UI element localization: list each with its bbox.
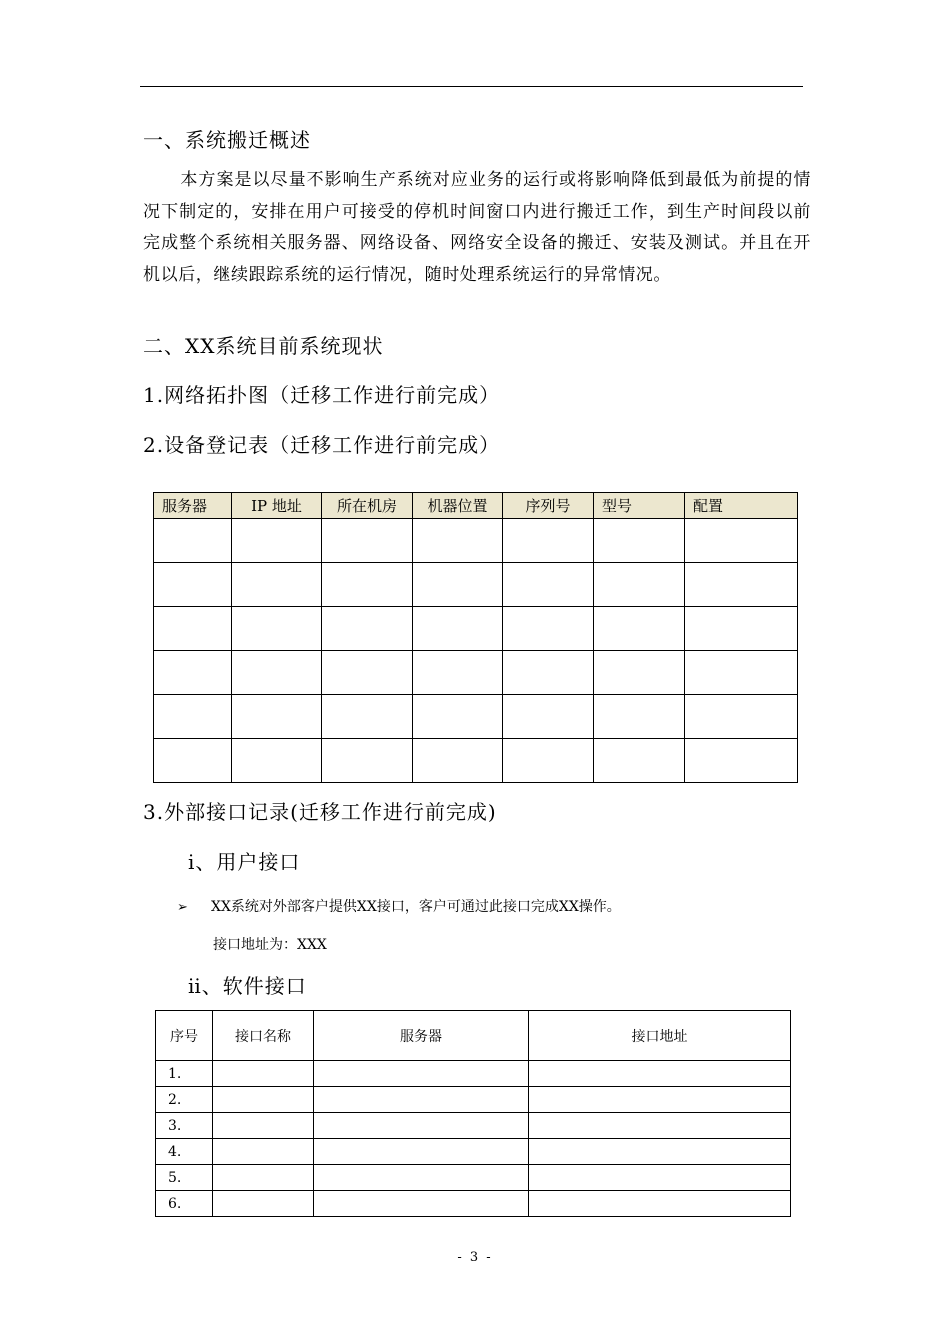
table-cell (154, 519, 232, 563)
table-cell (413, 519, 503, 563)
table-row (154, 607, 798, 651)
table-cell (685, 695, 798, 739)
table-cell (154, 739, 232, 783)
table-cell (529, 1191, 791, 1217)
table-cell (322, 651, 413, 695)
table-cell (213, 1139, 314, 1165)
table-cell (594, 607, 685, 651)
table-row (156, 1139, 791, 1165)
table-cell (154, 695, 232, 739)
table-cell (594, 651, 685, 695)
user-interface-heading: ⅰ、用户接口 (188, 850, 301, 874)
row-number: 6. (156, 1191, 213, 1217)
table-cell (685, 519, 798, 563)
table-cell (594, 695, 685, 739)
table-cell (503, 739, 594, 783)
table-cell (154, 563, 232, 607)
table-cell (213, 1061, 314, 1087)
table-cell (529, 1061, 791, 1087)
row-number: 3. (156, 1113, 213, 1139)
table-cell (503, 607, 594, 651)
header-cell: 序列号 (503, 493, 594, 519)
section3-heading: 3.外部接口记录(迁移工作进行前完成) (143, 800, 497, 824)
bullet-item (177, 896, 621, 916)
table-cell (232, 563, 322, 607)
table-cell (232, 651, 322, 695)
table-cell (685, 651, 798, 695)
header-cell: 配置 (685, 493, 798, 519)
table-cell (413, 739, 503, 783)
header-cell: 序号 (156, 1011, 213, 1061)
equipment-table-header-row (154, 493, 798, 519)
header-cell: 接口地址 (529, 1011, 791, 1061)
table-cell (322, 563, 413, 607)
section1-paragraph (143, 165, 811, 291)
table-cell (213, 1113, 314, 1139)
header-cell: 机器位置 (413, 493, 503, 519)
table-cell (503, 563, 594, 607)
table-cell (232, 607, 322, 651)
table-cell (213, 1191, 314, 1217)
table-cell (322, 519, 413, 563)
header-cell: 接口名称 (213, 1011, 314, 1061)
table-cell (314, 1113, 529, 1139)
header-cell: 型号 (594, 493, 685, 519)
section2-heading: 二、XX系统目前系统现状 (143, 334, 384, 358)
page-number: - 3 - (457, 1250, 493, 1265)
table-cell (503, 651, 594, 695)
table-cell (314, 1139, 529, 1165)
table-cell (232, 519, 322, 563)
table-cell (322, 695, 413, 739)
header-cell: 服务器 (154, 493, 232, 519)
table-cell (213, 1087, 314, 1113)
table-cell (322, 739, 413, 783)
table-row (156, 1113, 791, 1139)
table-row (156, 1061, 791, 1087)
table-row (156, 1087, 791, 1113)
bullet-text: XX系统对外部客户提供XX接口，客户可通过此接口完成XX操作。 (211, 899, 621, 915)
table-cell (529, 1113, 791, 1139)
table-cell (503, 695, 594, 739)
row-number: 1. (156, 1061, 213, 1087)
table-cell (232, 695, 322, 739)
table-row (156, 1165, 791, 1191)
table-cell (685, 607, 798, 651)
header-cell: 所在机房 (322, 493, 413, 519)
table-cell (314, 1061, 529, 1087)
table-cell (594, 739, 685, 783)
table-row (154, 563, 798, 607)
table-row (154, 695, 798, 739)
table-cell (314, 1087, 529, 1113)
table-cell (529, 1139, 791, 1165)
table-cell (213, 1165, 314, 1191)
table-cell (314, 1191, 529, 1217)
table-cell (503, 519, 594, 563)
table-row (156, 1191, 791, 1217)
table-cell (413, 607, 503, 651)
table-cell (413, 651, 503, 695)
table-row (154, 739, 798, 783)
row-number: 4. (156, 1139, 213, 1165)
table-row (154, 651, 798, 695)
arrow-bullet-icon: ➢ (177, 900, 188, 915)
equipment-table (153, 492, 798, 783)
row-number: 5. (156, 1165, 213, 1191)
table-cell (314, 1165, 529, 1191)
table-cell (154, 607, 232, 651)
header-rule (140, 86, 803, 87)
header-cell: IP 地址 (232, 493, 322, 519)
table-cell (413, 563, 503, 607)
table-row (154, 519, 798, 563)
table-cell (529, 1087, 791, 1113)
table-cell (413, 695, 503, 739)
equipment-registry-heading: 2.设备登记表（迁移工作进行前完成） (143, 433, 501, 457)
table-cell (154, 651, 232, 695)
row-number: 2. (156, 1087, 213, 1113)
interface-table (155, 1010, 791, 1217)
table-cell (685, 563, 798, 607)
section1-heading: 一、系统搬迁概述 (143, 128, 311, 152)
network-topology-heading: 1.网络拓扑图（迁移工作进行前完成） (143, 383, 501, 407)
table-cell (232, 739, 322, 783)
interface-table-header-row (156, 1011, 791, 1061)
table-cell (594, 519, 685, 563)
table-cell (322, 607, 413, 651)
table-cell (594, 563, 685, 607)
table-cell (529, 1165, 791, 1191)
software-interface-heading: ⅱ、软件接口 (188, 974, 307, 998)
section1-paragraph-text: 本方案是以尽量不影响生产系统对应业务的运行或将影响降低到最低为前提的情况下制定的，安排在用户可接受的停机时间窗口内进行搬迁工作，到生产时间段以前完成整个系统相关服务器、网络设备、网络安全设备的搬迁、安装及测试。并且在开机以后，继续跟踪系统的运行情况，随时处理系统运行的异常情况。 (143, 170, 811, 285)
table-cell (685, 739, 798, 783)
interface-address: 接口地址为：XXX (213, 937, 327, 953)
header-cell: 服务器 (314, 1011, 529, 1061)
